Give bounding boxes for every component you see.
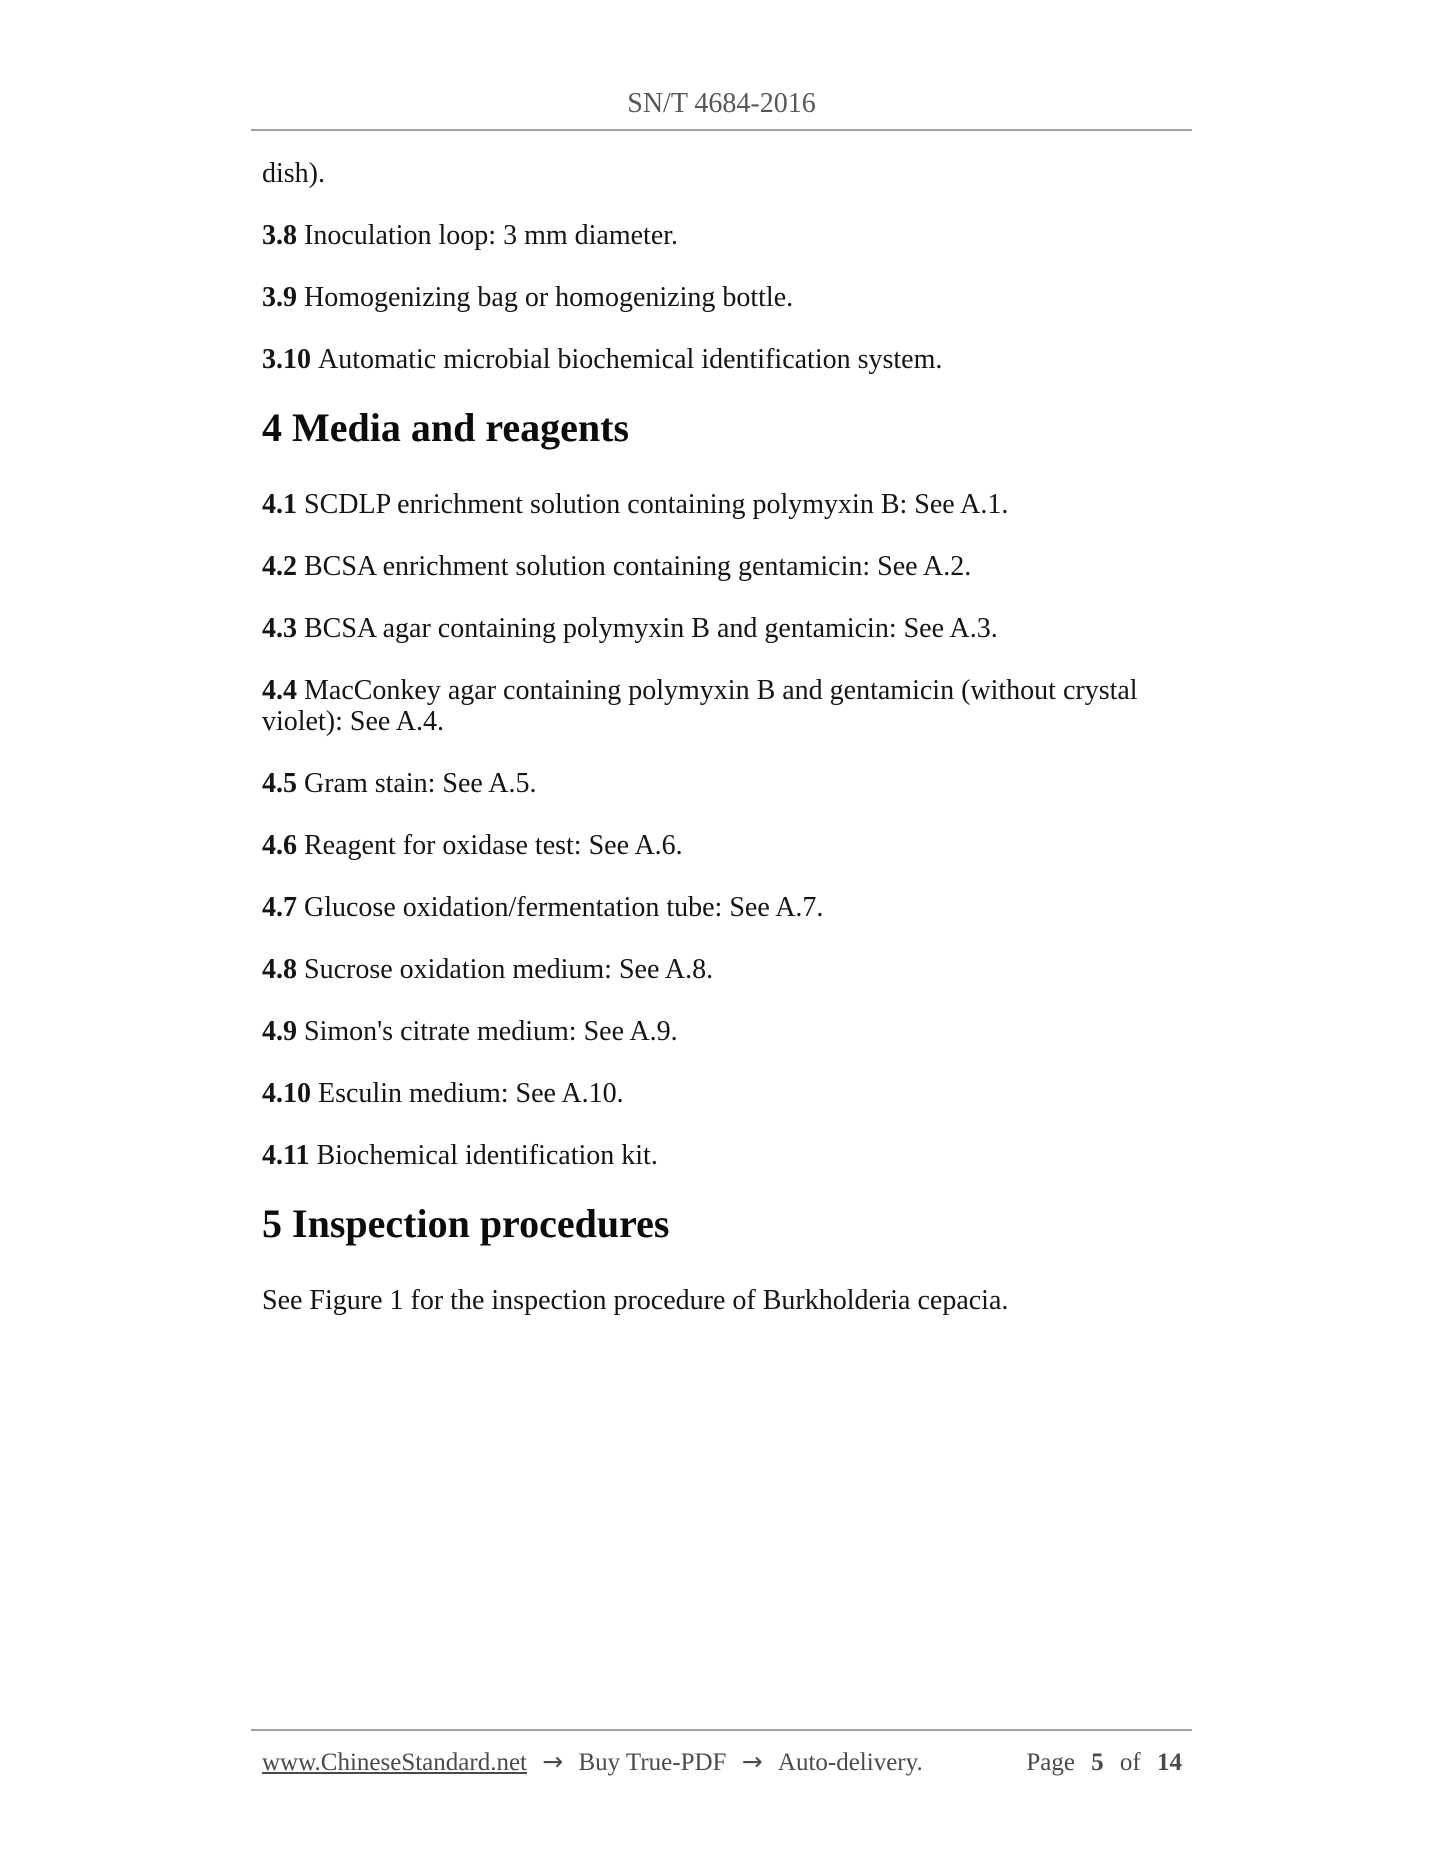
clause-number: 4.11 — [262, 1140, 310, 1171]
clause-4-7 — [262, 892, 1182, 923]
clause-number: 4.8 — [262, 954, 297, 985]
clause-number: 4.3 — [262, 613, 297, 644]
clause-text: Biochemical identification kit. — [316, 1140, 658, 1171]
page-indicator — [1026, 1748, 1182, 1778]
clause-text: Inoculation loop: 3 mm diameter. — [304, 220, 679, 251]
page-label: Page — [1026, 1749, 1075, 1776]
clause-text: Glucose oxidation/fermentation tube: See A.7. — [304, 892, 824, 923]
clause-number: 4.9 — [262, 1016, 297, 1047]
clause-3-10 — [262, 344, 1182, 375]
right-arrow-icon: → — [741, 1747, 763, 1776]
clause-4-4 — [262, 675, 1182, 737]
clause-4-8 — [262, 954, 1182, 985]
clause-number: 3.10 — [262, 344, 311, 375]
clause-text: Gram stain: See A.5. — [304, 768, 537, 799]
clause-3-9 — [262, 282, 1182, 313]
clause-number: 4.6 — [262, 830, 297, 861]
of-label: of — [1119, 1749, 1141, 1776]
page-footer — [262, 1747, 1182, 1778]
clause-4-5 — [262, 768, 1182, 799]
section-heading-4: 4 Media and reagents — [262, 405, 630, 450]
clause-text: Homogenizing bag or homogenizing bottle. — [304, 282, 794, 313]
clause-number: 3.9 — [262, 282, 297, 313]
clause-text: Simon's citrate medium: See A.9. — [304, 1016, 678, 1047]
clause-4-11 — [262, 1140, 1182, 1171]
footer-rule — [251, 1729, 1192, 1731]
clause-text: SCDLP enrichment solution containing polymyxin B: See A.1. — [304, 489, 1009, 520]
clause-text: Esculin medium: See A.10. — [318, 1078, 624, 1109]
footer-website-link[interactable]: www.ChineseStandard.net — [262, 1749, 527, 1776]
clause-text: Automatic microbial biochemical identification system. — [318, 344, 943, 375]
clause-number: 4.1 — [262, 489, 297, 520]
clause-text: MacConkey agar containing polymyxin B and gentamicin (without crystal violet): See A.4. — [262, 675, 1138, 737]
clause-4-3 — [262, 613, 1182, 644]
clause-text: BCSA enrichment solution containing gentamicin: See A.2. — [304, 551, 972, 582]
page-current: 5 — [1091, 1749, 1104, 1776]
clause-number: 4.10 — [262, 1078, 311, 1109]
clause-text: Reagent for oxidase test: See A.6. — [304, 830, 683, 861]
footer-action-delivery: Auto-delivery. — [777, 1749, 923, 1776]
clause-4-6 — [262, 830, 1182, 861]
section-5-body: See Figure 1 for the inspection procedure of Burkholderia cepacia. — [262, 1285, 1009, 1316]
clause-text: BCSA agar containing polymyxin B and gentamicin: See A.3. — [304, 613, 998, 644]
page-total: 14 — [1157, 1749, 1182, 1776]
clause-4-1 — [262, 489, 1182, 520]
header-rule — [251, 129, 1192, 131]
clause-3-8 — [262, 220, 1182, 251]
right-arrow-icon: → — [542, 1747, 564, 1776]
doc-number: SN/T 4684-2016 — [627, 88, 816, 119]
page-content — [262, 158, 1182, 1347]
footer-promo — [262, 1747, 923, 1778]
paragraph-continuation: dish). — [262, 158, 325, 189]
footer-action-buy: Buy True-PDF — [578, 1749, 727, 1776]
clause-number: 4.7 — [262, 892, 297, 923]
clause-number: 3.8 — [262, 220, 297, 251]
clause-text: Sucrose oxidation medium: See A.8. — [304, 954, 714, 985]
clause-number: 4.5 — [262, 768, 297, 799]
section-heading-5: 5 Inspection procedures — [262, 1201, 670, 1246]
clause-4-9 — [262, 1016, 1182, 1047]
clause-4-2 — [262, 551, 1182, 582]
clause-number: 4.4 — [262, 675, 297, 706]
clause-number: 4.2 — [262, 551, 297, 582]
clause-4-10 — [262, 1078, 1182, 1109]
